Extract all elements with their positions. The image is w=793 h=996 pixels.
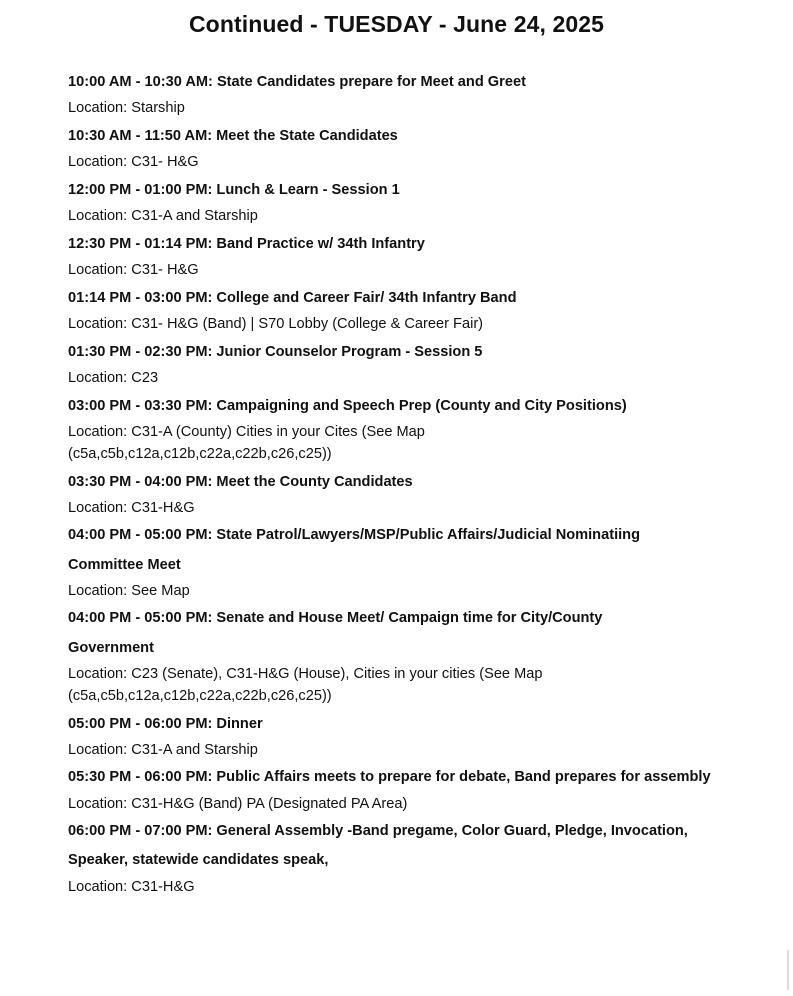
event-location: Location: Starship (68, 100, 185, 116)
list-item (68, 174, 768, 227)
list-item (68, 336, 768, 389)
event-location: Location: C31-A and Starship (68, 742, 258, 758)
event-location: Location: C31- H&G (68, 262, 199, 278)
event-location: Location: C31-A and Starship (68, 208, 258, 224)
event-time: 03:30 PM - 04:00 PM: Meet the County Candidates (68, 474, 413, 490)
event-location: Location: C23 (68, 370, 159, 386)
event-time: 01:14 PM - 03:00 PM: College and Career Fair/ 34th Infantry Band (68, 290, 517, 306)
event-time: 10:00 AM - 10:30 AM: State Candidates prepare for Meet and Greet (68, 74, 526, 90)
event-location: Location: C31-H&G (Band) PA (Designated PA Area) (68, 795, 408, 812)
event-time: 12:30 PM - 01:14 PM: Band Practice w/ 34th Infantry (68, 236, 425, 252)
event-time: 04:00 PM - 05:00 PM: State Patrol/Lawyers/MSP/Public Affairs/Judicial Nominatiing Committee Meet (68, 527, 641, 573)
event-time: 05:00 PM - 06:00 PM: Dinner (68, 716, 263, 732)
event-time: 06:00 PM - 07:00 PM: General Assembly -Band pregame, Color Guard, Pledge, Invocation, Speaker, statewide candidates speak, (68, 822, 688, 868)
list-item (68, 466, 768, 519)
event-location: Location: C23 (Senate), C31-H&G (House), Cities in your cities (See Map (c5a,c5b,c12a,c12b,c22a,c22b,c26,c25)) (68, 666, 543, 704)
list-item (68, 390, 768, 465)
event-time: 03:00 PM - 03:30 PM: Campaigning and Speech Prep (County and City Positions) (68, 398, 627, 414)
event-time: 12:00 PM - 01:00 PM: Lunch & Learn - Session 1 (68, 182, 400, 198)
list-item (68, 816, 768, 898)
event-time: 10:30 AM - 11:50 AM: Meet the State Candidates (68, 128, 398, 144)
event-location: Location: C31-H&G (68, 878, 195, 895)
event-location: Location: C31- H&G (68, 154, 199, 170)
event-location: Location: C31-A (County) Cities in your Cites (See Map (c5a,c5b,c12a,c12b,c22a,c22b,c26,c25)) (68, 424, 425, 462)
event-location: Location: C31- H&G (Band) | S70 Lobby (College & Career Fair) (68, 316, 484, 332)
list-item (68, 762, 768, 815)
event-time: 04:00 PM - 05:00 PM: Senate and House Meet/ Campaign time for City/County Government (68, 610, 603, 656)
list-item (68, 66, 768, 119)
list-item (68, 520, 768, 602)
event-location: Location: See Map (68, 583, 190, 599)
event-location: Location: C31-H&G (68, 500, 195, 516)
event-time: 01:30 PM - 02:30 PM: Junior Counselor Program - Session 5 (68, 344, 483, 360)
scan-edge-mark (787, 950, 789, 990)
list-item (68, 282, 768, 335)
list-item (68, 603, 768, 707)
event-time: 05:30 PM - 06:00 PM: Public Affairs meets to prepare for debate, Band prepares for assembly (68, 769, 711, 785)
list-item (68, 708, 768, 761)
list-item (68, 228, 768, 281)
agenda-list (68, 66, 768, 899)
page-title: Continued - TUESDAY - June 24, 2025 (188, 11, 605, 37)
list-item (68, 120, 768, 173)
